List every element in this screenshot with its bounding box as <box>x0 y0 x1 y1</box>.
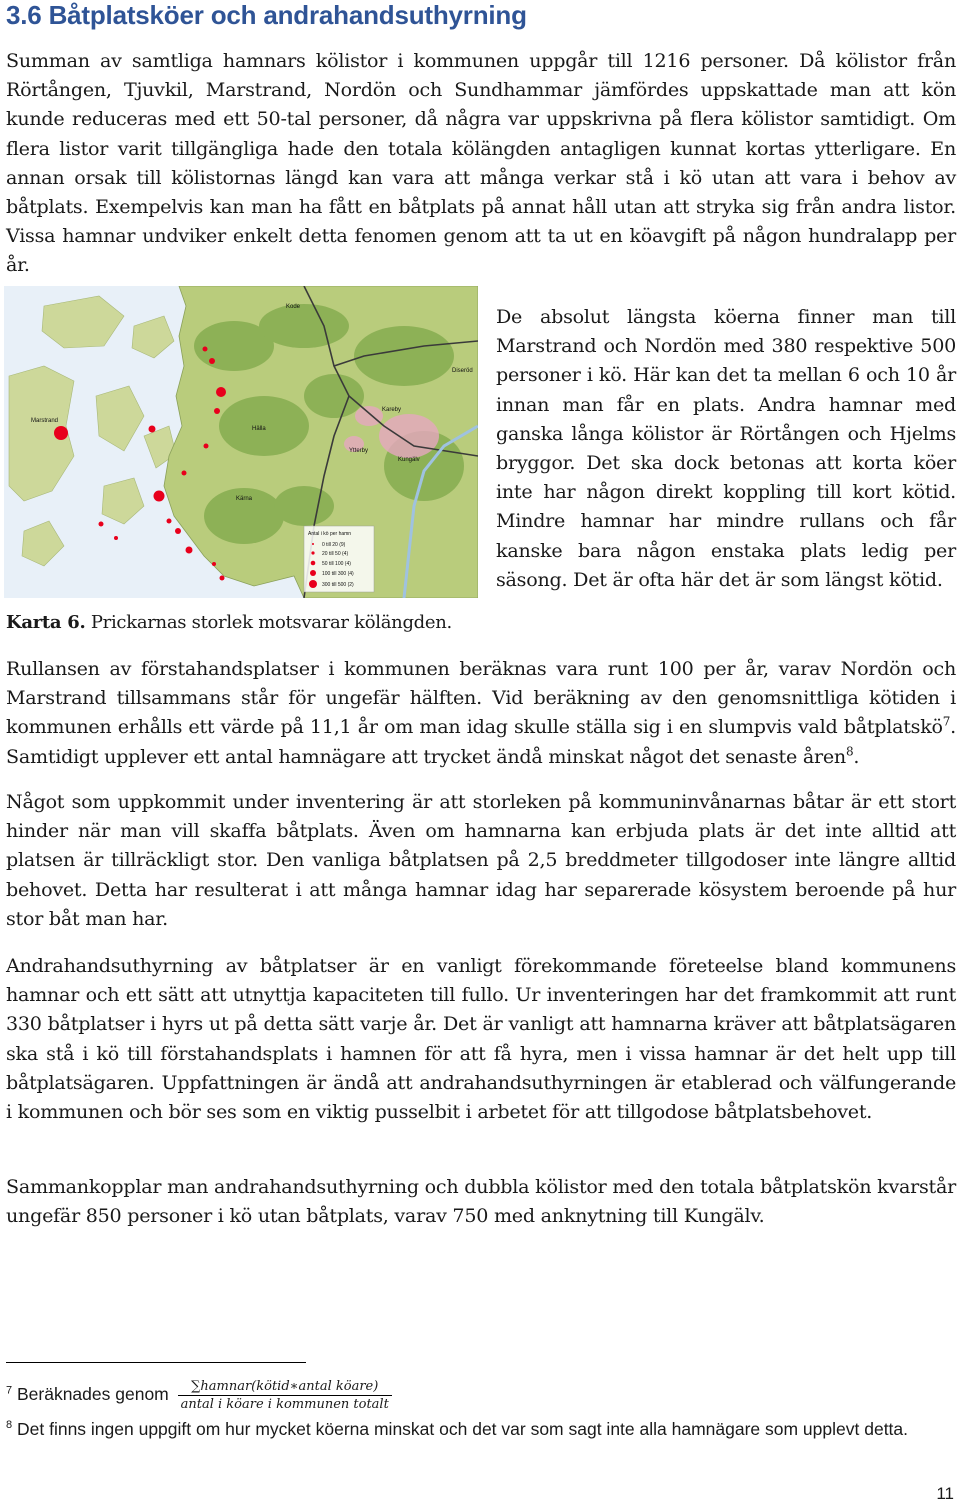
formula-denominator: antal i köare i kommunen totalt <box>180 1397 389 1412</box>
map-label-kode: Kode <box>286 304 301 310</box>
map-label-kungalv: Kungälv <box>398 457 420 463</box>
formula-numerator: ∑hamnar(kötid∗antal köare) <box>178 1378 392 1396</box>
map-label-karna: Kärna <box>236 496 253 502</box>
paragraph-subletting: Andrahandsuthyrning av båtplatser är en vanligt förekommande företeelse bland kommunens hamnar och ett sätt att utnyttja kapaciteten till fullo. Ur inventeringen har det framkommit att runt 330 båtplatser i hyrs ut på detta sätt varje år. Det är vanligt att hamnarna kräver att båtplatsägaren ska stå i kö till förstahandsplats i hamnen för att få hyra, men i vissa hamnar är det helt upp till båtplatsägaren. Uppfattningen är ändå att andrahandsuthyrningen är etablerad och välfungerande i kommunen och bör ses som en viktig pusselbit i arbetet för att tillgodose båtplatsbehovet. <box>6 954 956 1124</box>
caption-text: Prickarnas storlek motsvarar kölängden. <box>85 612 452 633</box>
p2-text-c: . <box>853 744 860 768</box>
caption-label: Karta 6. <box>6 612 86 633</box>
footnote-ref-8[interactable]: 8 <box>845 744 854 759</box>
paragraph-longest-queues: De absolut längsta köerna finner man till Marstrand och Nordön med 380 respektive 500 personer i kö. Här kan det ta mellan 6 och 10 år innan man får en plats. Andra hamnar med ganska långa kölistor är Rörtången och Hjelms bryggor. Det ska dock betonas att korta köer inte har någon direkt koppling till kort kötid. Mindre hamnar har mindre rullans och får kanske bara någon enstaka plats ledig per säsong. Det är ofta här det är som längst kötid. <box>496 305 956 591</box>
legend-row-4: 100 till 300 (4) <box>322 571 354 577</box>
footnote-8-text: Det finns ingen uppgift om hur mycket köerna minskat och det var som sagt inte alla hamnägare som upplevt detta. <box>12 1419 909 1439</box>
section-heading: 3.6 Båtplatsköer och andrahandsuthyrning <box>6 0 527 30</box>
footnote-7 <box>6 1378 956 1413</box>
page-number: 11 <box>936 1484 954 1503</box>
queue-time-formula <box>178 1378 392 1413</box>
legend-row-5: 300 till 500 (2) <box>322 582 354 588</box>
paragraph-summary: Sammankopplar man andrahandsuthyrning och dubbla kölistor med den totala båtplatskön kvarstår ungefär 850 personer i kö utan båtplats, varav 750 med anknytning till Kungälv. <box>6 1175 956 1228</box>
footnote-7-number: 7 <box>6 1384 13 1397</box>
harbour-queue-map <box>4 286 478 598</box>
footnote-8-number: 8 <box>6 1419 13 1432</box>
footnote-separator <box>6 1362 306 1363</box>
footnote-ref-7[interactable]: 7 <box>942 715 951 730</box>
map-label-ytterby: Ytterby <box>349 448 369 454</box>
p2-text-b: . Samtidigt upplever ett antal hamnägare att trycket ändå minskat något det senaste åren <box>6 715 956 768</box>
map-legend <box>304 526 374 592</box>
footnote-8 <box>6 1416 956 1442</box>
paragraph-boat-size: Något som uppkommit under inventering är att storleken på kommuninvånarnas båtar är ett stort hinder när man vill skaffa båtplats. Även om hamnarna kan erbjuda plats är det inte alltid att platsen är tillräckligt stor. Den vanliga båtplatsen på 2,5 breddmeter tillgodoser inte längre alltid behovet. Detta har resulterat i att många hamnar idag har separerade kösystem beroende på hur stor båt man har. <box>6 790 956 930</box>
map-label-diserod: Diseröd <box>452 368 473 374</box>
map-label-halla: Hälla <box>252 426 266 432</box>
map-caption <box>6 612 452 633</box>
map-label-marstrand: Marstrand <box>31 418 59 424</box>
legend-row-3: 50 till 100 (4) <box>322 561 351 567</box>
p2-text-a: Rullansen av förstahandsplatser i kommunen beräknas vara runt 100 per år, varav Nordön och Marstrand tillsammans står för ungefär hälften. Vid beräkning av den genomsnittliga kötiden i kommunen erhålls ett värde på 11,1 år om man idag skulle ställa sig i en slumpvis vald båtplatskö <box>6 657 956 739</box>
paragraph-turnover <box>6 654 956 771</box>
footnote-7-text: Beräknades genom <box>12 1384 174 1405</box>
legend-row-2: 20 till 50 (4) <box>322 551 349 557</box>
legend-row-1: 0 till 20 (9) <box>322 542 346 548</box>
map-label-kareby: Kareby <box>382 407 402 413</box>
legend-title: Antal i kö per hamn <box>308 531 352 537</box>
paragraph-queue-summary: Summan av samtliga hamnars kölistor i kommunen uppgår till 1216 personer. Då kölistor från Rörtången, Tjuvkil, Marstrand, Nordön och Sundhammar jämfördes uppskattade man att kön kunde reduceras med ett 50-tal personer, då några var uppskrivna på flera kölistor samtidigt. Om flera listor varit tillgängliga hade den totala kölängden antagligen kunnat kortas ytterligare. En annan orsak till kölistornas längd kan vara att många verkar stå i kö utan att vara i behov av båtplats. Exempelvis kan man ha fått en båtplats på annat håll utan att stryka sig från andra listor. Vissa hamnar undviker enkelt detta fenomen genom att ta ut en köavgift på någon hundralapp per år. <box>6 49 956 277</box>
